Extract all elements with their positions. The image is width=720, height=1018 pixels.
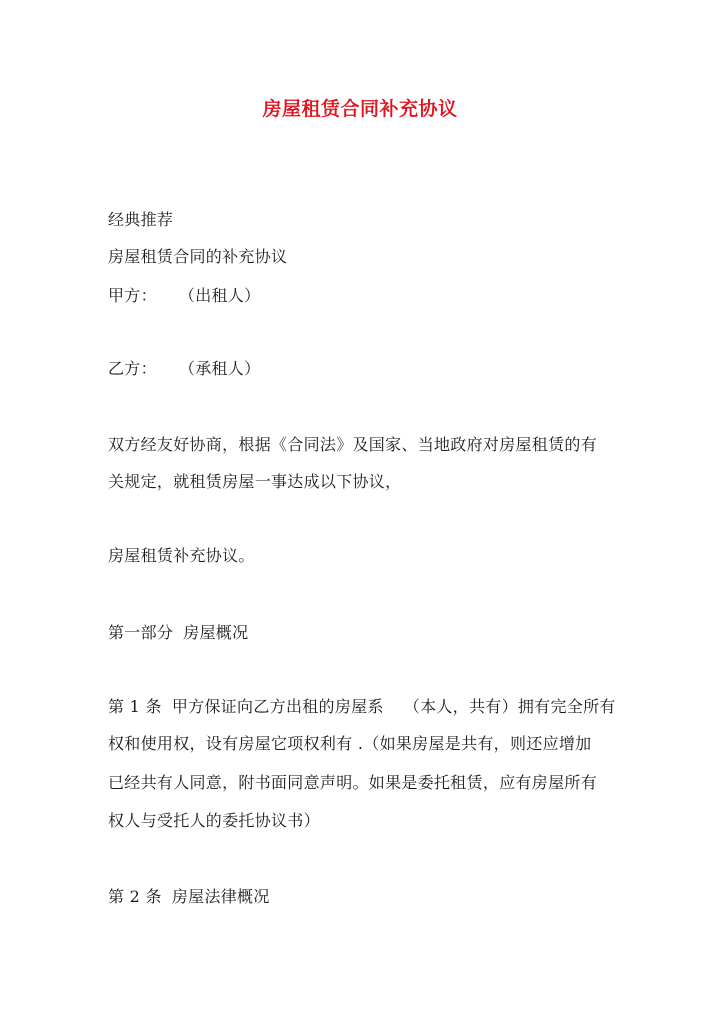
party-b-role: （承租人）	[178, 359, 261, 378]
party-a-role: （出租人）	[178, 286, 261, 305]
article1-line-2: 权和使用权，设有房屋它项权利有 .（如果房屋是共有，则还应增加	[108, 734, 592, 753]
article1-line-1	[108, 697, 628, 717]
article2-name: 房屋法律概况	[171, 887, 270, 906]
article1-text-1b: （本人，共有）拥有完全所有	[403, 697, 616, 716]
part1-label: 第一部分	[108, 623, 174, 642]
article1-number: 第 1 条	[108, 697, 162, 716]
party-b-label: 乙方：	[108, 359, 157, 378]
party-a-line	[108, 286, 628, 306]
article2-number: 第 2 条	[108, 887, 162, 906]
part1-name: 房屋概况	[183, 623, 249, 642]
article1-line-4: 权人与受托人的委托协议书）	[108, 811, 320, 830]
intro-text: 房屋租赁补充协议。	[108, 546, 255, 565]
article2-heading	[108, 887, 628, 907]
article1-text-1a: 甲方保证向乙方出租的房屋系	[171, 697, 384, 716]
part1-heading	[108, 623, 628, 643]
party-a-label: 甲方：	[108, 286, 157, 305]
recommend-label: 经典推荐	[108, 210, 174, 229]
preamble-line-1: 双方经友好协商，根据《合同法》及国家、当地政府对房屋租赁的有	[108, 435, 598, 454]
document-title: 房屋租赁合同补充协议	[262, 98, 458, 120]
party-b-line	[108, 359, 628, 379]
document-subtitle: 房屋租赁合同的补充协议	[108, 247, 288, 266]
preamble-line-2: 关规定，就租赁房屋一事达成以下协议，	[108, 472, 402, 491]
article1-line-3: 已经共有人同意，附书面同意声明。如果是委托租赁，应有房屋所有	[108, 773, 598, 792]
